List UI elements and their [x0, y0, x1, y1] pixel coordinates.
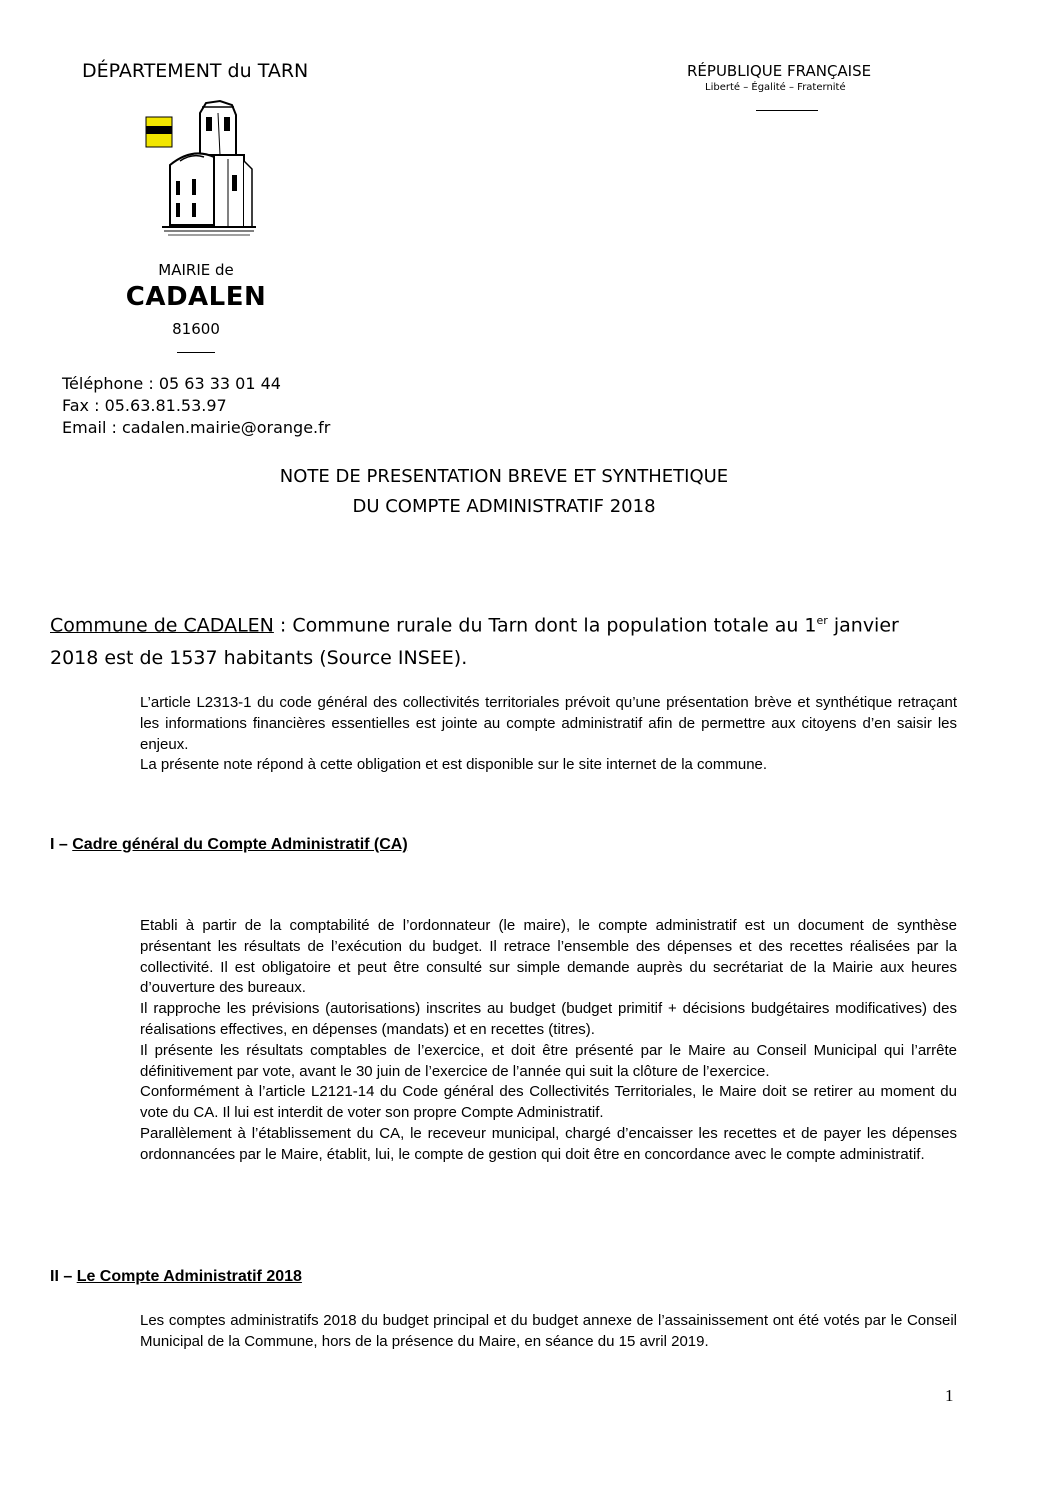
republic-motto: Liberté – Égalité – Fraternité	[705, 82, 846, 93]
paragraph-text: Etabli à partir de la comptabilité de l’ordonnateur (le maire), le compte administratif est un document de synthèse présentant les résultats de l’exécution du budget. Il retrace l’ensemble des dépenses et des recettes réalisées par la collectivité. Il est obligatoire et peut être consulté sur simple demande auprès du secrétariat de la Mairie aux heures d’ouverture des bureaux.	[140, 917, 957, 997]
paragraph-text: La présente note répond à cette obligation et est disponible sur le site internet de la commune.	[140, 756, 768, 774]
mairie-label: MAIRIE de	[158, 261, 234, 279]
document-title-line2: DU COMPTE ADMINISTRATIF 2018	[352, 496, 656, 517]
republic-heading: RÉPUBLIQUE FRANÇAISE	[687, 62, 872, 80]
section-prefix: I –	[50, 836, 73, 853]
postal-code: 81600	[172, 320, 220, 338]
church-emblem-icon	[140, 95, 265, 245]
section2-body	[140, 1311, 957, 1353]
email-line: Email : cadalen.mairie@orange.fr	[62, 418, 331, 437]
paragraph-text: Parallèlement à l’établissement du CA, le receveur municipal, chargé d’encaisser les recettes et de payer les dépenses ordonnancées par le Maire, établit, lui, le compte de gestion qui doit être en concordance avec le compte administratif.	[140, 1124, 957, 1163]
fax-line: Fax : 05.63.81.53.97	[62, 396, 227, 415]
section-heading-2	[50, 1268, 302, 1286]
department-heading: DÉPARTEMENT du TARN	[82, 60, 309, 82]
phone-line: Téléphone : 05 63 33 01 44	[62, 374, 281, 393]
intro-sup: er	[816, 614, 828, 627]
intro-line2: 2018 est de 1537 habitants (Source INSEE).	[50, 647, 468, 669]
document-title-line1: NOTE DE PRESENTATION BREVE ET SYNTHETIQUE	[279, 466, 729, 487]
section-heading-1	[50, 836, 408, 854]
intro-text-b: janvier	[827, 614, 899, 637]
header-divider	[756, 110, 818, 111]
paragraph-text: L’article L2313-1 du code général des collectivités territoriales prévoit qu’une présentation brève et synthétique retraçant les informations financières essentielles est jointe au compte administratif afin de permettre aux citoyens d’en saisir les enjeux.	[140, 694, 957, 753]
paragraph-text: Il présente les résultats comptables de l’exercice, et doit être présenté par le Maire au Conseil Municipal qui l’arrête définitivement par vote, avant le 30 juin de l’exercice de l’année qui suit la clôture de l’exercice.	[140, 1041, 957, 1080]
paragraph-text: Il rapproche les prévisions (autorisations) inscrites au budget (budget primitif + décisions budgétaires modificatives) des réalisations effectives, en dépenses (mandats) et en recettes (titres).	[140, 1000, 957, 1038]
intro-line1	[50, 614, 899, 636]
section-title: Cadre général du Compte Administratif (CA)	[72, 836, 408, 853]
section-title: Le Compte Administratif 2018	[76, 1268, 302, 1285]
intro-paragraph	[140, 693, 957, 776]
paragraph-text: Conformément à l’article L2121-14 du Code général des Collectivités Territoriales, le Maire doit se retirer au moment du vote du CA. Il lui est interdit de voter son propre Compte Administratif.	[140, 1083, 957, 1122]
intro-commune: Commune de CADALEN	[50, 614, 274, 637]
paragraph-text: Les comptes administratifs 2018 du budget principal et du budget annexe de l’assainissement ont été votés par le Conseil Municipal de la Commune, hors de la présence du Maire, en séance du 15 avril 2019.	[140, 1312, 957, 1350]
mairie-divider	[177, 352, 215, 353]
commune-name: CADALEN	[125, 282, 267, 312]
section1-body	[140, 916, 957, 1166]
intro-text-a: : Commune rurale du Tarn dont la population totale au 1	[273, 614, 817, 637]
page-number: 1	[945, 1386, 954, 1405]
section-prefix: II –	[50, 1268, 77, 1285]
